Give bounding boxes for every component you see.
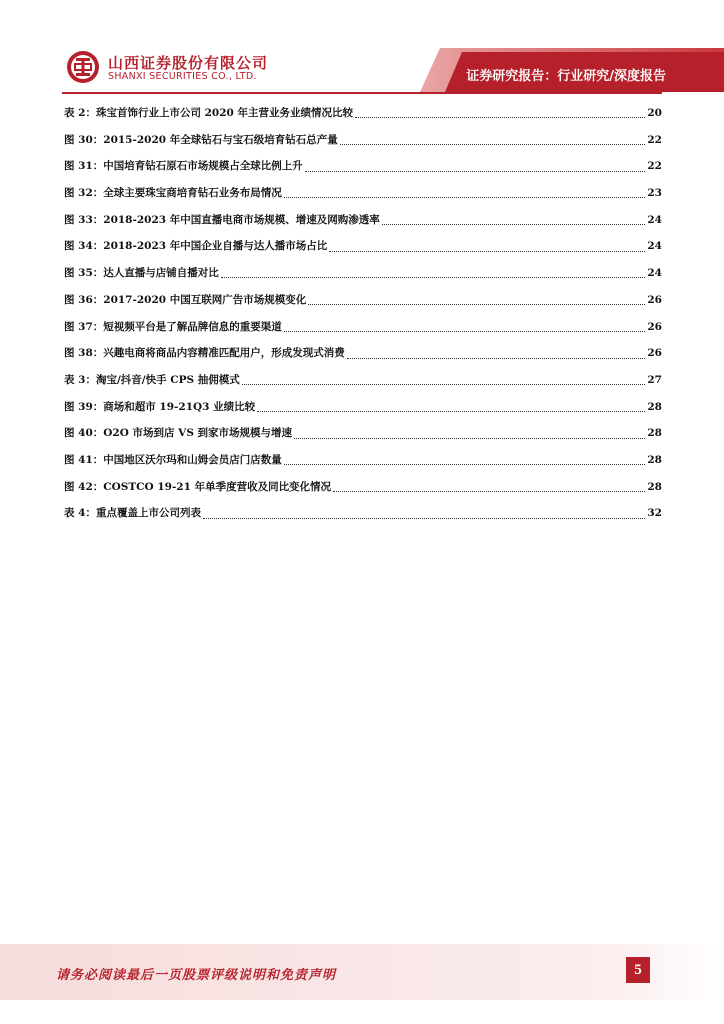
toc-entry-page: 22 bbox=[647, 160, 662, 173]
dot-leader bbox=[294, 437, 645, 439]
toc-entry-label: 图 31：中国培育钻石原石市场规模占全球比例上升 bbox=[64, 160, 303, 173]
company-name-en: SHANXI SECURITIES CO., LTD. bbox=[108, 71, 257, 82]
toc-entry[interactable] bbox=[64, 207, 662, 234]
toc-entry[interactable] bbox=[64, 260, 662, 287]
toc-entry-label: 图 40：O2O 市场到店 VS 到家市场规模与增速 bbox=[64, 427, 293, 440]
toc-entry[interactable] bbox=[64, 394, 662, 421]
toc-entry-label: 图 30：2015-2020 年全球钻石与宝石级培育钻石总产量 bbox=[64, 133, 338, 146]
toc-entry[interactable] bbox=[64, 340, 662, 367]
toc-entry-label: 表 4：重点覆盖上市公司列表 bbox=[64, 507, 201, 520]
dot-leader bbox=[382, 223, 646, 225]
toc-entry-label: 图 36：2017-2020 中国互联网广告市场规模变化 bbox=[64, 293, 307, 306]
toc-entry-label: 图 39：商场和超市 19-21Q3 业绩比较 bbox=[64, 400, 256, 413]
dot-leader bbox=[257, 410, 645, 412]
dot-leader bbox=[329, 250, 645, 252]
dot-leader bbox=[242, 383, 646, 385]
toc-entry-page: 28 bbox=[647, 480, 662, 493]
toc-entry[interactable] bbox=[64, 474, 662, 501]
toc-entry[interactable] bbox=[64, 153, 662, 180]
toc-entry-page: 26 bbox=[647, 293, 662, 306]
report-type-banner: 证券研究报告：行业研究/深度报告 bbox=[466, 69, 666, 84]
toc-entry[interactable] bbox=[64, 420, 662, 447]
disclaimer-note: 请务必阅读最后一页股票评级说明和免责声明 bbox=[56, 968, 337, 983]
toc-entry-page: 22 bbox=[647, 133, 662, 146]
toc-entry-label: 图 42：COSTCO 19-21 年单季度营收及同比变化情况 bbox=[64, 480, 332, 493]
toc-entry[interactable] bbox=[64, 127, 662, 154]
toc-entry[interactable] bbox=[64, 447, 662, 474]
toc-entry-label: 表 2：珠宝首饰行业上市公司 2020 年主营业务业绩情况比较 bbox=[64, 107, 353, 119]
toc-entry-page: 32 bbox=[647, 507, 662, 520]
dot-leader bbox=[340, 143, 646, 145]
toc-entry[interactable] bbox=[64, 500, 662, 527]
toc-entry-label: 图 35：达人直播与店铺自播对比 bbox=[64, 267, 219, 280]
toc-entry-label: 图 38：兴趣电商将商品内容精准匹配用户，形成发现式消费 bbox=[64, 347, 345, 360]
dot-leader bbox=[333, 490, 645, 492]
toc-entry-page: 28 bbox=[647, 453, 662, 466]
dot-leader bbox=[284, 330, 646, 332]
toc-entry-label: 图 37：短视频平台是了解品牌信息的重要渠道 bbox=[64, 320, 282, 333]
toc-entry-page: 26 bbox=[647, 347, 662, 360]
toc-entry[interactable] bbox=[64, 233, 662, 260]
toc-entry[interactable] bbox=[64, 287, 662, 314]
toc-entry-page: 24 bbox=[647, 240, 662, 253]
dot-leader bbox=[305, 170, 646, 172]
dot-leader bbox=[347, 357, 646, 359]
toc-entry-page: 28 bbox=[647, 400, 662, 413]
toc-entry[interactable] bbox=[64, 367, 662, 394]
header-banner-shape bbox=[0, 0, 724, 100]
dot-leader bbox=[355, 116, 645, 118]
toc-entry[interactable] bbox=[64, 100, 662, 127]
toc-entry-label: 表 3：淘宝/抖音/快手 CPS 抽佣模式 bbox=[64, 373, 240, 386]
page-number: 5 bbox=[626, 957, 650, 983]
toc-entry-page: 27 bbox=[647, 373, 662, 386]
toc-entry-label: 图 32：全球主要珠宝商培育钻石业务布局情况 bbox=[64, 187, 282, 200]
header-divider bbox=[62, 92, 662, 94]
dot-leader bbox=[203, 517, 645, 519]
company-name-cn: 山西证券股份有限公司 bbox=[108, 54, 269, 72]
dot-leader bbox=[284, 196, 646, 198]
dot-leader bbox=[308, 303, 645, 305]
toc-entry-page: 20 bbox=[647, 107, 662, 119]
toc-entry-page: 23 bbox=[647, 187, 662, 200]
toc-entry-label: 图 33：2018-2023 年中国直播电商市场规模、增速及网购渗透率 bbox=[64, 213, 380, 226]
dot-leader bbox=[284, 463, 646, 465]
toc-entry[interactable] bbox=[64, 314, 662, 341]
figure-table-list bbox=[64, 100, 662, 527]
toc-entry-label: 图 34：2018-2023 年中国企业自播与达人播市场占比 bbox=[64, 240, 328, 253]
dot-leader bbox=[221, 276, 646, 278]
toc-entry-page: 24 bbox=[647, 213, 662, 226]
shanxi-securities-logo-icon bbox=[66, 50, 100, 84]
toc-entry-label: 图 41：中国地区沃尔玛和山姆会员店门店数量 bbox=[64, 453, 282, 466]
toc-entry-page: 26 bbox=[647, 320, 662, 333]
page-header bbox=[0, 0, 724, 100]
toc-entry-page: 28 bbox=[647, 427, 662, 440]
toc-entry-page: 24 bbox=[647, 267, 662, 280]
toc-entry[interactable] bbox=[64, 180, 662, 207]
